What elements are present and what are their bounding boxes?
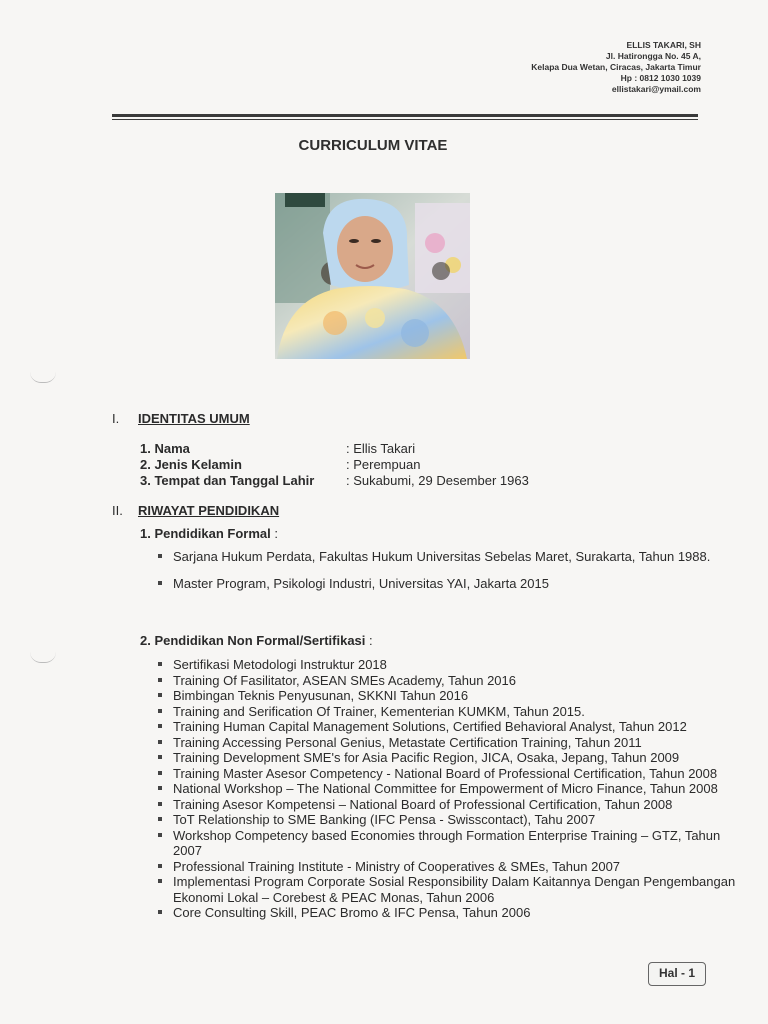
section2-number: II. — [112, 503, 123, 518]
list-item: Sarjana Hukum Perdata, Fakultas Hukum Universitas Sebelas Maret, Surakarta, Tahun 1988. — [156, 549, 746, 565]
list-item: Training Human Capital Management Solutions, Certified Behavioral Analyst, Tahun 2012 — [156, 719, 746, 735]
header-rule-thin — [112, 119, 698, 120]
formal-education-label: 1. Pendidikan Formal — [140, 526, 271, 541]
list-item: National Workshop – The National Committee for Empowerment of Micro Finance, Tahun 2008 — [156, 781, 746, 797]
scan-mark — [30, 652, 56, 663]
identity-label: 2. Jenis Kelamin — [140, 457, 242, 472]
contact-block — [531, 40, 701, 95]
nonformal-education-heading — [140, 633, 373, 648]
identity-value: : Perempuan — [346, 457, 421, 472]
portrait-image — [275, 193, 470, 359]
page-title: CURRICULUM VITAE — [298, 137, 448, 154]
identity-row-gender — [140, 457, 420, 472]
identity-value: : Sukabumi, 29 Desember 1963 — [346, 473, 529, 488]
contact-email: ellistakari@ymail.com — [611, 84, 701, 94]
section2-heading: RIWAYAT PENDIDIKAN — [138, 503, 280, 518]
identity-row-name — [140, 441, 415, 456]
list-item: ToT Relationship to SME Banking (IFC Pensa - Swisscontact), Tahu 2007 — [156, 812, 746, 828]
formal-education-heading — [140, 526, 278, 541]
identity-label: 3. Tempat dan Tanggal Lahir — [140, 473, 315, 488]
list-item: Training Development SME's for Asia Pacific Region, JICA, Osaka, Jepang, Tahun 2009 — [156, 750, 746, 766]
nonformal-education-label: 2. Pendidikan Non Formal/Sertifikasi — [140, 633, 366, 648]
header-rule-thick — [112, 114, 698, 117]
list-item: Training Of Fasilitator, ASEAN SMEs Academy, Tahun 2016 — [156, 673, 746, 689]
contact-phone: Hp : 0812 1030 1039 — [620, 73, 701, 83]
nonformal-education-colon: : — [365, 633, 373, 648]
formal-education-colon: : — [270, 526, 278, 541]
list-item: Bimbingan Teknis Penyusunan, SKKNI Tahun 2016 — [156, 688, 746, 704]
list-item: Training Master Asesor Competency - National Board of Professional Certification, Tahun 2008 — [156, 766, 746, 782]
list-item: Workshop Competency based Economies through Formation Enterprise Training – GTZ, Tahun 2007 — [156, 828, 746, 859]
section1-heading: IDENTITAS UMUM — [138, 411, 250, 426]
contact-address-line1: Jl. Hatirongga No. 45 A, — [605, 51, 701, 61]
nonformal-education-list — [156, 657, 746, 921]
profile-photo — [275, 193, 470, 359]
identity-row-birth — [140, 473, 529, 488]
list-item: Master Program, Psikologi Industri, Universitas YAI, Jakarta 2015 — [156, 576, 746, 592]
list-item: Core Consulting Skill, PEAC Bromo & IFC Pensa, Tahun 2006 — [156, 905, 746, 921]
section1-number: I. — [112, 411, 120, 426]
formal-education-list — [156, 549, 746, 603]
identity-label: 1. Nama — [140, 441, 190, 456]
list-item: Training Asesor Kompetensi – National Board of Professional Certification, Tahun 2008 — [156, 797, 746, 813]
identity-value: : Ellis Takari — [346, 441, 416, 456]
list-item: Training Accessing Personal Genius, Metastate Certification Training, Tahun 2011 — [156, 735, 746, 751]
list-item: Professional Training Institute - Ministry of Cooperatives & SMEs, Tahun 2007 — [156, 859, 746, 875]
list-item: Implementasi Program Corporate Sosial Responsibility Dalam Kaitannya Dengan Pengembangan Ekonomi Lokal – Corebest & PEAC Monas, Tahun 2006 — [156, 874, 746, 905]
contact-address-line2: Kelapa Dua Wetan, Ciracas, Jakarta Timur — [531, 62, 701, 72]
list-item: Sertifikasi Metodologi Instruktur 2018 — [156, 657, 746, 673]
page-number-badge: Hal - 1 — [648, 962, 706, 986]
contact-name: ELLIS TAKARI, SH — [626, 40, 701, 50]
list-item: Training and Serification Of Trainer, Kementerian KUMKM, Tahun 2015. — [156, 704, 746, 720]
scan-mark — [30, 372, 56, 383]
